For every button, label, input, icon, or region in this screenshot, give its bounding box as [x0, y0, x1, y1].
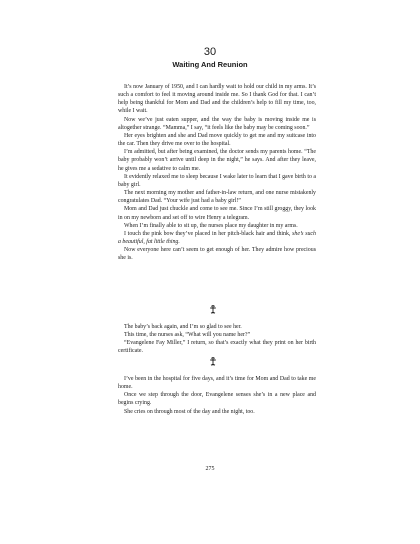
- section-two: [118, 323, 316, 356]
- paragraph: I’ve been in the hospital for five days, and it’s time for Mom and Dad to take me home.: [118, 376, 316, 391]
- paragraph: The baby’s back again, and I’m so glad to see her.: [124, 324, 242, 330]
- cross-ornament-icon: [209, 305, 217, 314]
- paragraph: It evidently relaxed me to sleep because I wake later to learn that I gave birth to a baby girl.: [118, 173, 316, 188]
- section-one: [118, 83, 316, 262]
- paragraph-with-italic: [118, 230, 316, 246]
- italic-thought: she’s such a beautiful, fat little thing.: [118, 230, 316, 245]
- page-number: 275: [205, 466, 215, 472]
- chapter-title: Waiting And Reunion: [172, 60, 248, 69]
- paragraph: The next morning my mother and father-in-law return, and one nurse mistakenly congratulates Dad. “Your wife just had a baby girl!”: [118, 190, 316, 205]
- paragraph: It’s now January of 1950, and I can hardly wait to hold our child in my arms. It’s such a comfort to feel it moving around inside me. So I thank God for that. I can’t help being thankful for Mom and Dad and the children’s help to fill my time, too, while I wait.: [118, 84, 316, 115]
- paragraph: Now everyone here can’t seem to get enough of her. They admire how precious she is.: [118, 247, 316, 262]
- paragraph: This time, the nurses ask, “What will you name her?”: [124, 332, 251, 339]
- paragraph: When I’m finally able to sit up, the nurses place my daughter in my arms.: [124, 222, 298, 229]
- paragraph: Her eyes brighten and she and Dad move quickly to get me and my suitcase into the car. Then they drive me over to the hospital.: [118, 132, 316, 148]
- paragraph: She cries on through most of the day and the night, too.: [124, 408, 255, 415]
- paragraph: I’m admitted, but after being examined, the doctor sends my parents home. “The baby probably won’t arrive until deep in the night,” he says. And after they leave, he gives me a sedative to calm me.: [118, 149, 316, 172]
- paragraph: Now we’ve just eaten supper, and the way the baby is moving inside me is altogether strange. “Mamma,” I say, “it feels like the baby may be coming soon.”: [118, 116, 316, 131]
- paragraph: Mom and Dad just chuckle and come to see me. Since I’m still groggy, they look in on my newborn and set off to wire Henry a telegram.: [118, 206, 316, 221]
- section-three: [118, 375, 316, 416]
- paragraph: Once we step through the door, Evangelene senses she’s in a new place and begins crying.: [118, 392, 316, 407]
- chapter-number: 30: [203, 46, 217, 58]
- cross-ornament-icon: [209, 357, 217, 366]
- paragraph-text: I touch the pink bow they’ve placed in her pitch-black hair and think,: [124, 230, 293, 237]
- paragraph: “Evangelene Fay Miller,” I return, so that’s exactly what they print on her birth certificate.: [118, 340, 316, 355]
